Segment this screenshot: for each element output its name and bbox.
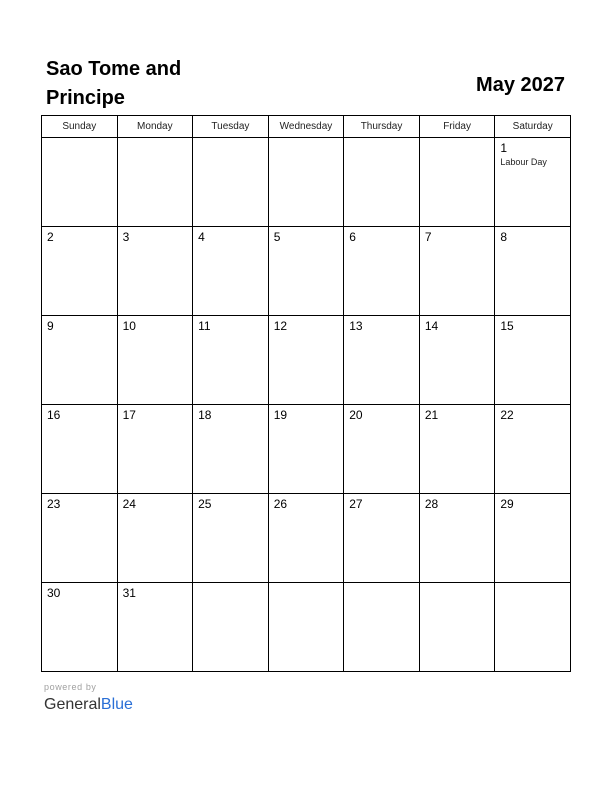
day-cell [193,316,269,405]
day-number: 4 [198,230,205,244]
day-cell [495,405,571,494]
day-cell [117,316,193,405]
day-number: 28 [424,497,439,511]
day-number: 13 [349,319,363,333]
brand-blue: Blue [100,696,133,713]
day-cell [344,227,420,316]
weekday-thursday: Thursday [344,116,420,138]
day-number: 17 [122,408,136,422]
day-cell [42,227,118,316]
day-number: 8 [500,230,508,244]
day-cell [495,494,571,583]
country-title: Sao Tome and Principe [46,58,182,109]
day-cell [193,494,269,583]
day-cell [117,494,193,583]
day-number: 19 [273,408,288,422]
day-number: 9 [47,319,54,333]
day-cell [495,227,571,316]
generalblue-logo [44,695,133,715]
day-number: 15 [500,319,514,333]
day-number: 1 [500,141,508,155]
week-row [42,316,571,405]
day-cell [419,405,495,494]
day-cell [42,405,118,494]
empty-day-cell [344,583,420,672]
day-cell [268,405,344,494]
day-number: 26 [273,497,288,511]
empty-day-cell [495,583,571,672]
day-number: 29 [500,497,514,511]
day-number: 11 [198,319,211,333]
day-number: 22 [500,408,514,422]
day-number: 30 [47,586,61,600]
weekday-sunday: Sunday [42,116,118,138]
day-cell [495,316,571,405]
day-cell [42,494,118,583]
day-cell [42,583,118,672]
day-cell [344,494,420,583]
empty-day-cell [419,138,495,227]
day-number: 16 [47,408,61,422]
day-number: 18 [198,408,212,422]
empty-day-cell [117,138,193,227]
day-number: 2 [47,230,54,244]
day-number: 20 [349,408,363,422]
day-cell [117,405,193,494]
empty-day-cell [193,583,269,672]
weekday-wednesday: Wednesday [268,116,344,138]
day-number: 14 [424,319,439,333]
holiday-label: Labour Day [500,157,547,167]
footer-branding [44,682,133,715]
weekday-header-row [42,116,571,138]
weekday-tuesday: Tuesday [193,116,269,138]
day-cell [117,583,193,672]
empty-day-cell [193,138,269,227]
day-cell [419,494,495,583]
empty-day-cell [268,138,344,227]
day-cell [495,138,571,227]
day-cell [193,405,269,494]
month-year-title: May 2027 [476,74,565,96]
brand-general: General [44,696,101,713]
day-cell [268,227,344,316]
empty-day-cell [419,583,495,672]
empty-day-cell [268,583,344,672]
calendar-grid [41,115,571,672]
week-row [42,227,571,316]
week-row [42,583,571,672]
day-number: 6 [349,230,356,244]
day-cell [419,316,495,405]
day-number: 7 [424,230,432,244]
day-number: 31 [122,586,136,600]
day-number: 23 [47,497,61,511]
week-row [42,494,571,583]
day-cell [344,316,420,405]
day-cell [419,227,495,316]
day-cell [268,494,344,583]
empty-day-cell [344,138,420,227]
day-cell [268,316,344,405]
weekday-monday: Monday [117,116,193,138]
day-number: 21 [424,408,439,422]
day-number: 10 [122,319,136,333]
day-number: 25 [198,497,212,511]
day-number: 5 [273,230,281,244]
weekday-friday: Friday [419,116,495,138]
day-cell [42,316,118,405]
week-row [42,138,571,227]
day-number: 24 [122,497,136,511]
week-row [42,405,571,494]
empty-day-cell [42,138,118,227]
day-number: 3 [122,230,130,244]
day-cell [344,405,420,494]
day-cell [117,227,193,316]
weekday-saturday: Saturday [495,116,571,138]
day-cell [193,227,269,316]
powered-by-text: powered by [44,682,97,692]
day-number: 12 [273,319,288,333]
day-number: 27 [349,497,363,511]
